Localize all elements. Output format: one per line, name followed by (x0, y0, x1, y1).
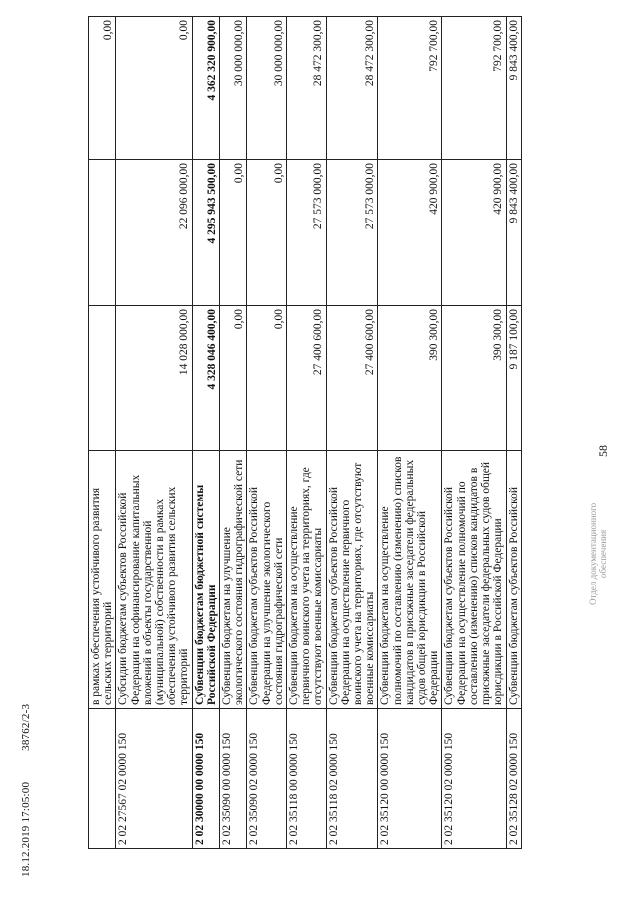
value-2019-cell: 27 400 600,00 (287, 306, 327, 451)
value-2019-cell: 14 028 000,00 (116, 306, 192, 451)
code-cell: 2 02 35090 02 0000 150 (247, 709, 287, 849)
value-2020-cell: 0,00 (247, 160, 287, 306)
stamp-line-2: обеспечения (598, 529, 608, 578)
value-2020-cell (89, 160, 116, 306)
value-2020-cell: 27 573 000,00 (287, 160, 327, 306)
value-2019-cell: 0,00 (220, 306, 247, 451)
value-2020-cell: 9 843 400,00 (506, 160, 521, 306)
value-2021-cell: 792 700,00 (378, 17, 442, 160)
table-row (247, 17, 287, 849)
value-2019-cell: 390 300,00 (378, 306, 442, 451)
value-2019-cell (89, 306, 116, 451)
name-cell: Субвенции бюджетам субъектов Российской Федерации на осуществление полномочий по составлению (изменению) списков кандидатов в присяжные заседатели федеральных судов общей юрисдикции в Российской Федерации (442, 451, 506, 709)
code-cell: 2 02 35128 02 0000 150 (506, 709, 521, 849)
footer-datetime: 18.12.2019 17:05:00 (20, 781, 32, 877)
footer-doc-id: 38762/2-3 (20, 703, 32, 751)
budget-table-body (89, 17, 522, 849)
code-cell: 2 02 27567 02 0000 150 (116, 709, 192, 849)
value-2020-cell: 0,00 (220, 160, 247, 306)
page-footer (20, 676, 32, 877)
value-2021-cell: 28 472 300,00 (326, 17, 378, 160)
code-cell: 2 02 30000 00 0000 150 (192, 709, 219, 849)
value-2021-cell: 792 700,00 (442, 17, 506, 160)
value-2019-cell: 27 400 600,00 (326, 306, 378, 451)
budget-table (88, 16, 522, 849)
name-cell: Субсидии бюджетам субъектов Российской Федерации на софинансирование капитальных вложений в объекты государственной (муниципальной) собственности в рамках обеспечения устойчивого развития сельских территорий (116, 451, 192, 709)
code-cell: 2 02 35090 00 0000 150 (220, 709, 247, 849)
value-2021-cell: 0,00 (89, 17, 116, 160)
name-cell: Субвенции бюджетам на осуществление полномочий по составлению (изменению) списков кандидатов в присяжные заседатели федеральных судов общей юрисдикции в Российской Федерации (378, 451, 442, 709)
code-cell: 2 02 35118 00 0000 150 (287, 709, 327, 849)
value-2021-cell: 30 000 000,00 (220, 17, 247, 160)
table-row (326, 17, 378, 849)
value-2021-cell: 9 843 400,00 (506, 17, 521, 160)
table-row (378, 17, 442, 849)
value-2020-cell: 420 900,00 (442, 160, 506, 306)
code-cell: 2 02 35120 02 0000 150 (442, 709, 506, 849)
table-row (442, 17, 506, 849)
value-2021-cell: 4 362 320 900,00 (192, 17, 219, 160)
value-2020-cell: 27 573 000,00 (326, 160, 378, 306)
name-cell: Субвенции бюджетам субъектов Российской Федерации на улучшение экологического состояния гидрографической сети (247, 451, 287, 709)
value-2020-cell: 4 295 943 500,00 (192, 160, 219, 306)
name-cell: в рамках обеспечения устойчивого развития сельских территорий (89, 451, 116, 709)
table-row (192, 17, 219, 849)
value-2020-cell: 420 900,00 (378, 160, 442, 306)
name-cell: Субвенции бюджетам бюджетной системы Российской Федерации (192, 451, 219, 709)
value-2021-cell: 30 000 000,00 (247, 17, 287, 160)
table-row (116, 17, 192, 849)
stamp-line-1: Отдел документационного (588, 502, 598, 605)
value-2019-cell: 9 187 100,00 (506, 306, 521, 451)
code-cell (89, 709, 116, 849)
name-cell: Субвенции бюджетам на улучшение экологического состояния гидрографической сети (220, 451, 247, 709)
value-2019-cell: 390 300,00 (442, 306, 506, 451)
name-cell: Субвенции бюджетам субъектов Российской Федерации на осуществление первичного воинского учета на территориях, где отсутствуют военные комиссариаты (326, 451, 378, 709)
value-2019-cell: 4 328 046 400,00 (192, 306, 219, 451)
value-2021-cell: 28 472 300,00 (287, 17, 327, 160)
name-cell: Субвенции бюджетам субъектов Российской (506, 451, 521, 709)
value-2021-cell: 0,00 (116, 17, 192, 160)
code-cell: 2 02 35120 00 0000 150 (378, 709, 442, 849)
table-row (220, 17, 247, 849)
table-row (506, 17, 521, 849)
department-stamp (588, 503, 608, 605)
name-cell: Субвенции бюджетам на осуществление первичного воинского учета на территориях, где отсутствуют военные комиссариаты (287, 451, 327, 709)
value-2019-cell: 0,00 (247, 306, 287, 451)
page-number: 58 (596, 445, 610, 457)
value-2020-cell: 22 096 000,00 (116, 160, 192, 306)
table-row (89, 17, 116, 849)
table-row (287, 17, 327, 849)
code-cell: 2 02 35118 02 0000 150 (326, 709, 378, 849)
